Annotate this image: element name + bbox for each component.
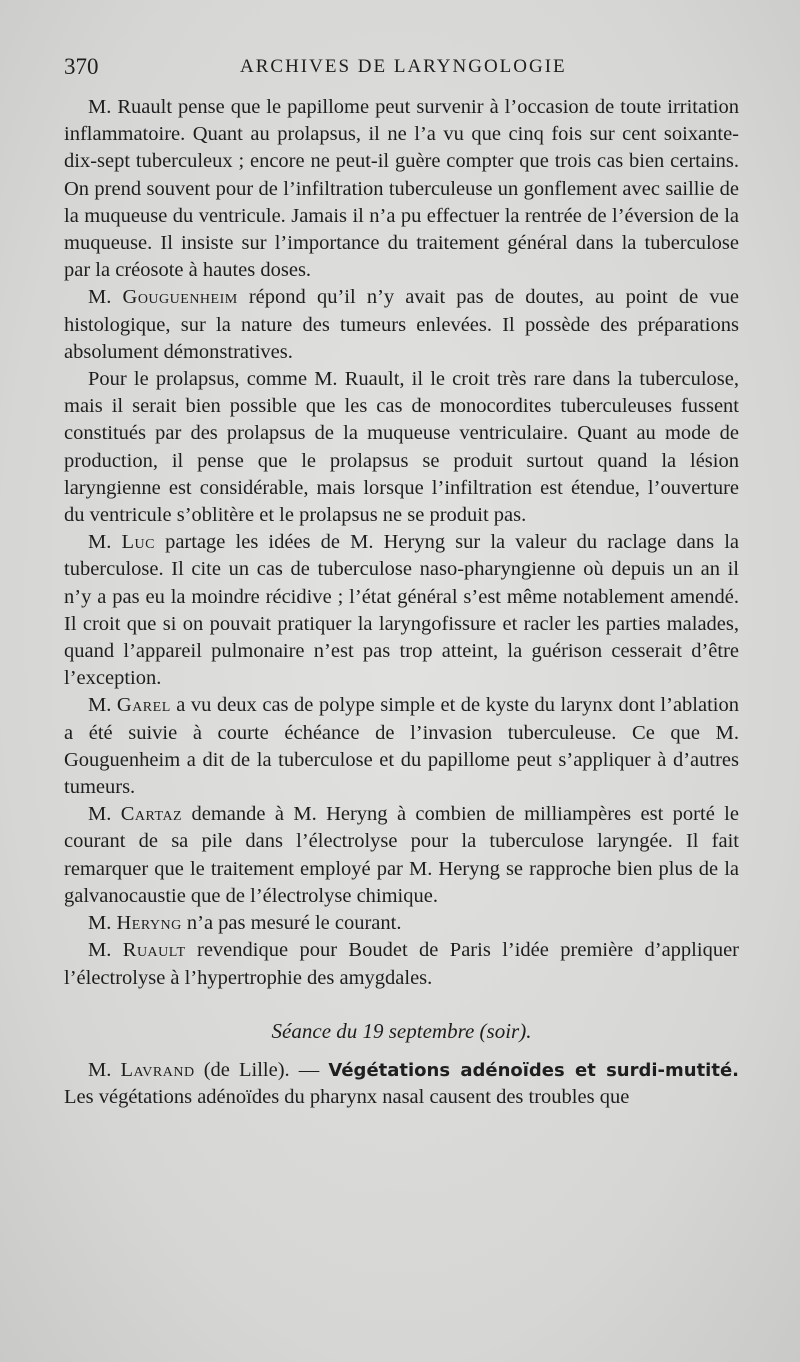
page-header [64, 54, 744, 86]
speaker-name: Garel [116, 694, 171, 717]
speaker-name: Cartaz [120, 803, 183, 826]
session-heading: Séance du 19 septembre (soir). [271, 1018, 532, 1043]
article-title: Végétations adénoïdes et surdi-mutité. [328, 1059, 739, 1081]
paragraph-prolapsus: Pour le prolapsus, comme M. Ruault, il le croit très rare dans la tuberculose, mais il serait bien possible que les cas de monocordites tuberculeuses fussent constitués par des prolapsus de la muqueuse ventriculaire. Quant au mode de production, il pense que le prolapsus se produit surtout quand la lésion laryngienne est considérable, mais lorsque l’infiltration est étendue, l’ouverture du ventricule s’oblitère et le prolapsus ne se produit pas. [64, 368, 739, 527]
paragraph-luc: M. Luc partage les idées de M. Heryng sur la valeur du raclage dans la tuberculose. Il cite un cas de tuberculose naso-pharyngienne où depuis un an il n’y a pas eu la moindre récidive ; l’état général s’est même notablement amendé. Il croit que si on pouvait pratiquer la laryngofissure et racler les parties malades, quand l’appareil pulmonaire n’est pas trop atteint, la guérison cesserait d’être l’exception. [64, 531, 739, 690]
body-text [64, 94, 739, 1111]
paragraph-ruault-1: M. Ruault pense que le papillome peut survenir à l’occasion de toute irritation inflammatoire. Quant au prolapsus, il ne l’a vu que cinq fois sur cent soixante-dix-sept tuberculeux ; encore ne peut-il guère compter que trois cas bien certains. On prend souvent pour de l’infiltration tuberculeuse un gonflement avec saillie de la muqueuse du ventricule. Jamais il n’a pu effectuer la rentrée de l’éversion de la muqueuse. Il insiste sur l’importance du traitement général dans la tuberculose par la créosote à hautes doses. [64, 96, 739, 282]
page-number: 370 [64, 54, 99, 79]
paragraph-heryng: M. Heryng n’a pas mesuré le courant. [88, 912, 402, 935]
paragraph-cartaz: M. Cartaz demande à M. Heryng à combien de milliampères est porté le courant de sa pile dans l’électrolyse pour la tuberculose laryngée. Il fait remarquer que le traitement employé par M. Heryng se rapproche bien plus de la galvanocaustie que de l’électrolyse chimique. [64, 803, 739, 907]
paragraph-ruault-2: M. Ruault revendique pour Boudet de Paris l’idée première d’appliquer l’électrolyse à l’hypertrophie des amygdales. [64, 939, 739, 989]
speaker-name: Gouguenheim [122, 286, 238, 309]
speaker-name: Heryng [116, 912, 182, 935]
speaker-name: Luc [121, 531, 155, 554]
paragraph-lavrand: M. Lavrand (de Lille). — Végétations adénoïdes et surdi-mutité. Les végétations adénoïdes du pharynx nasal causent des troubles que [64, 1058, 739, 1109]
speaker-name: Lavrand [120, 1058, 195, 1081]
speaker-name: Ruault [122, 939, 186, 962]
running-title: ARCHIVES DE LARYNGOLOGIE [240, 56, 567, 77]
paragraph-garel: M. Garel a vu deux cas de polype simple et de kyste du larynx dont l’ablation a été suivie à courte échéance de l’invasion tuberculeuse. Ce que M. Gouguenheim a dit de la tuberculose et du papillome peut s’appliquer à d’autres tumeurs. [64, 694, 739, 799]
paragraph-gouguenheim: M. Gouguenheim répond qu’il n’y avait pas de doutes, au point de vue histologique, sur la nature des tumeurs enlevées. Il possède des préparations absolument démonstratives. [64, 286, 739, 363]
